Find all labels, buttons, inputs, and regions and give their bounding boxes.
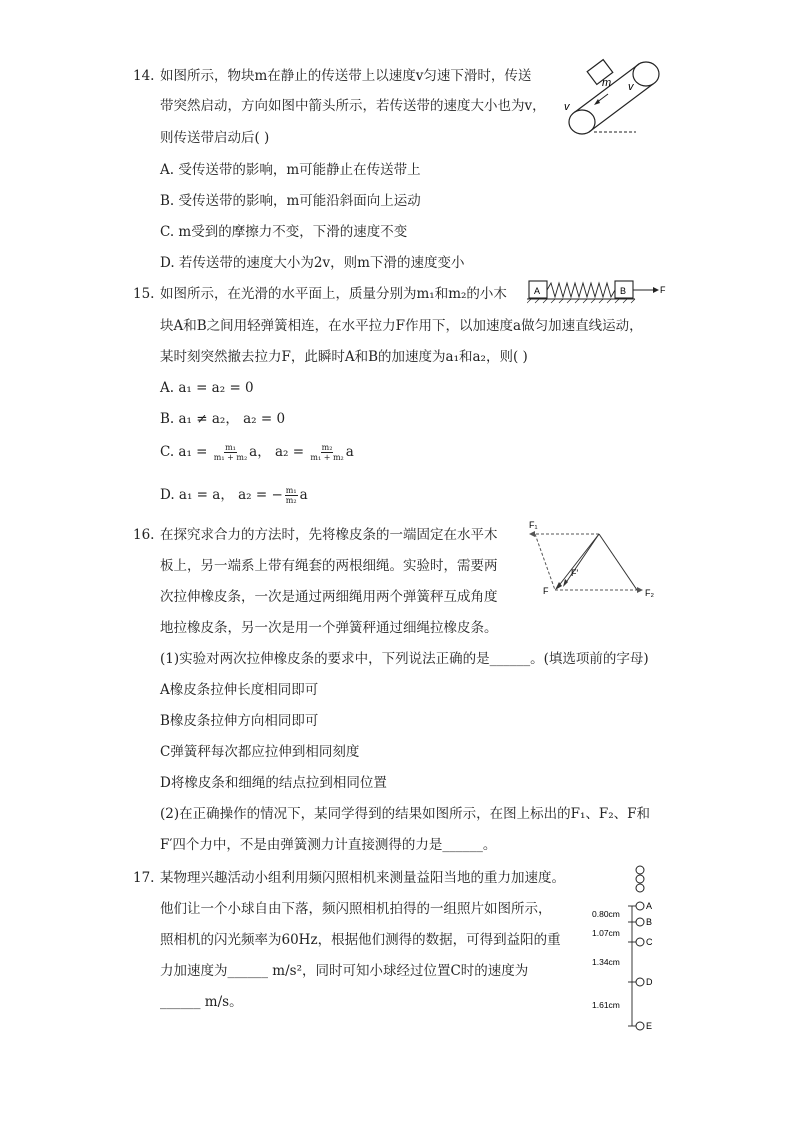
force-f-label: F — [543, 586, 549, 596]
q16-line-4: 地拉橡皮条，另一次是用一个弹簧秤通过细绳拉橡皮条。 — [160, 620, 498, 636]
q16-part1: (1)实验对两次拉伸橡皮条的要求中，下列说法正确的是______。(填选项前的字母) — [160, 651, 649, 667]
q15-option-c[interactable]: C. a₁ = $\frac{\text{m₁}}{\text{m₁ + m₂}}$ a， a₂ = $\frac{\text{m₂}}{\text{m₁ + m₂}}$ a — [160, 443, 354, 462]
fraction: $\frac{\text{m₁}}{\text{m₁ + m₂}}$ — [213, 443, 248, 462]
fraction: $\frac{\text{m₁}}{\text{m₂}}$ — [285, 486, 297, 505]
q15-number: 15. — [133, 286, 155, 302]
force-f-prime-label: F′ — [571, 568, 579, 578]
q15-option-c-label: C. a₁ = — [160, 444, 212, 460]
fraction: $\frac{\text{m₂}}{\text{m₁ + m₂}}$ — [310, 443, 344, 462]
q17-line-2: 他们让一个小球自由下落，频闪照相机拍得的一组照片如图所示， — [160, 901, 552, 917]
q16-part2-line-1: (2)在正确操作的情况下，某同学得到的结果如图所示，在图上标出的F₁、F₂、F和 — [160, 806, 651, 822]
q14-line-2: 带突然启动，方向如图中箭头所示，若传送带的速度大小也为v， — [160, 98, 546, 114]
block-a-label: A — [534, 286, 541, 296]
strobe-photo-figure — [588, 862, 668, 1038]
q16-line-3: 次拉伸橡皮条，一次是通过两细绳用两个弹簧秤互成角度 — [160, 589, 498, 605]
block-b-label: B — [620, 286, 627, 296]
force-parallelogram-figure — [525, 518, 665, 602]
q15-line-2: 块A和B之间用轻弹簧相连，在水平拉力F作用下，以加速度a做匀加速直线运动， — [160, 318, 643, 334]
q17-line-4: 力加速度为______ m/s²，同时可知小球经过位置C时的速度为 — [160, 963, 529, 979]
distance-bc-label: 1.07cm — [592, 928, 620, 938]
q15-option-a[interactable]: A. a₁ = a₂ = 0 — [160, 380, 254, 396]
position-e-label: E — [646, 1021, 653, 1031]
q16-line-1: 在探究求合力的方法时，先将橡皮条的一端固定在水平木 — [160, 527, 498, 543]
q14-line-1: 如图所示，物块m在静止的传送带上以速度v匀速下滑时，传送 — [160, 68, 532, 84]
conveyor-velocity-label: v — [628, 81, 634, 93]
q17-line-3: 照相机的闪光频率为60Hz，根据他们测得的数据，可得到益阳的重 — [160, 932, 561, 948]
q15-line-1: 如图所示，在光滑的水平面上，质量分别为m₁和m₂的小木 — [160, 286, 507, 302]
position-b-label: B — [646, 917, 653, 927]
position-a-label: A — [646, 901, 653, 911]
q14-option-d[interactable]: D. 若传送带的速度大小为2v，则m下滑的速度变小 — [160, 255, 465, 271]
position-c-label: C — [646, 937, 653, 947]
conveyor-mass-label: m — [602, 77, 612, 89]
q16-option-b[interactable]: B橡皮条拉伸方向相同即可 — [160, 713, 319, 729]
q15-line-3: 某时刻突然撤去拉力F，此瞬时A和B的加速度为a₁和a₂，则( ) — [160, 349, 528, 365]
force-f1-label: F₁ — [529, 520, 538, 530]
q15-option-b[interactable]: B. a₁ ≠ a₂， a₂ = 0 — [160, 411, 286, 427]
q14-line-3: 则传送带启动后( ) — [160, 130, 270, 146]
q15-option-d-label: D. a₁ = a， a₂ = − — [160, 487, 283, 503]
q17-line-5: ______ m/s。 — [160, 994, 243, 1010]
q14-number: 14. — [133, 68, 155, 84]
q17-line-1: 某物理兴趣活动小组利用频闪照相机来测量益阳当地的重力加速度。 — [160, 870, 565, 886]
distance-ab-label: 0.80cm — [592, 909, 620, 919]
q16-number: 16. — [133, 527, 155, 543]
spring-blocks-figure — [527, 278, 667, 304]
q16-option-a[interactable]: A橡皮条拉伸长度相同即可 — [160, 682, 319, 698]
q15-option-d[interactable]: D. a₁ = a， a₂ = − $\frac{\text{m₁}}{\text{m₂}}$ a — [160, 486, 308, 505]
distance-cd-label: 1.34cm — [592, 957, 620, 967]
distance-de-label: 1.61cm — [592, 1000, 620, 1010]
belt-velocity-label: v — [564, 101, 570, 113]
q14-option-a[interactable]: A. 受传送带的影响，m可能静止在传送带上 — [160, 162, 421, 178]
q16-option-c[interactable]: C弹簧秤每次都应拉伸到相同刻度 — [160, 744, 360, 760]
force-f2-label: F₂ — [645, 588, 654, 598]
q16-line-2: 板上，另一端系上带有绳套的两根细绳。实验时，需要两 — [160, 558, 498, 574]
q17-number: 17. — [133, 870, 155, 886]
force-f-label: F — [660, 285, 666, 295]
q16-option-d[interactable]: D将橡皮条和细绳的结点拉到相同位置 — [160, 775, 387, 791]
position-d-label: D — [646, 977, 653, 987]
q14-option-c[interactable]: C. m受到的摩擦力不变，下滑的速度不变 — [160, 224, 408, 240]
q16-part2-line-2: F′四个力中，不是由弹簧测力计直接测得的力是______。 — [160, 837, 497, 853]
conveyor-belt-figure — [560, 58, 670, 138]
q14-option-b[interactable]: B. 受传送带的影响，m可能沿斜面向上运动 — [160, 193, 421, 209]
